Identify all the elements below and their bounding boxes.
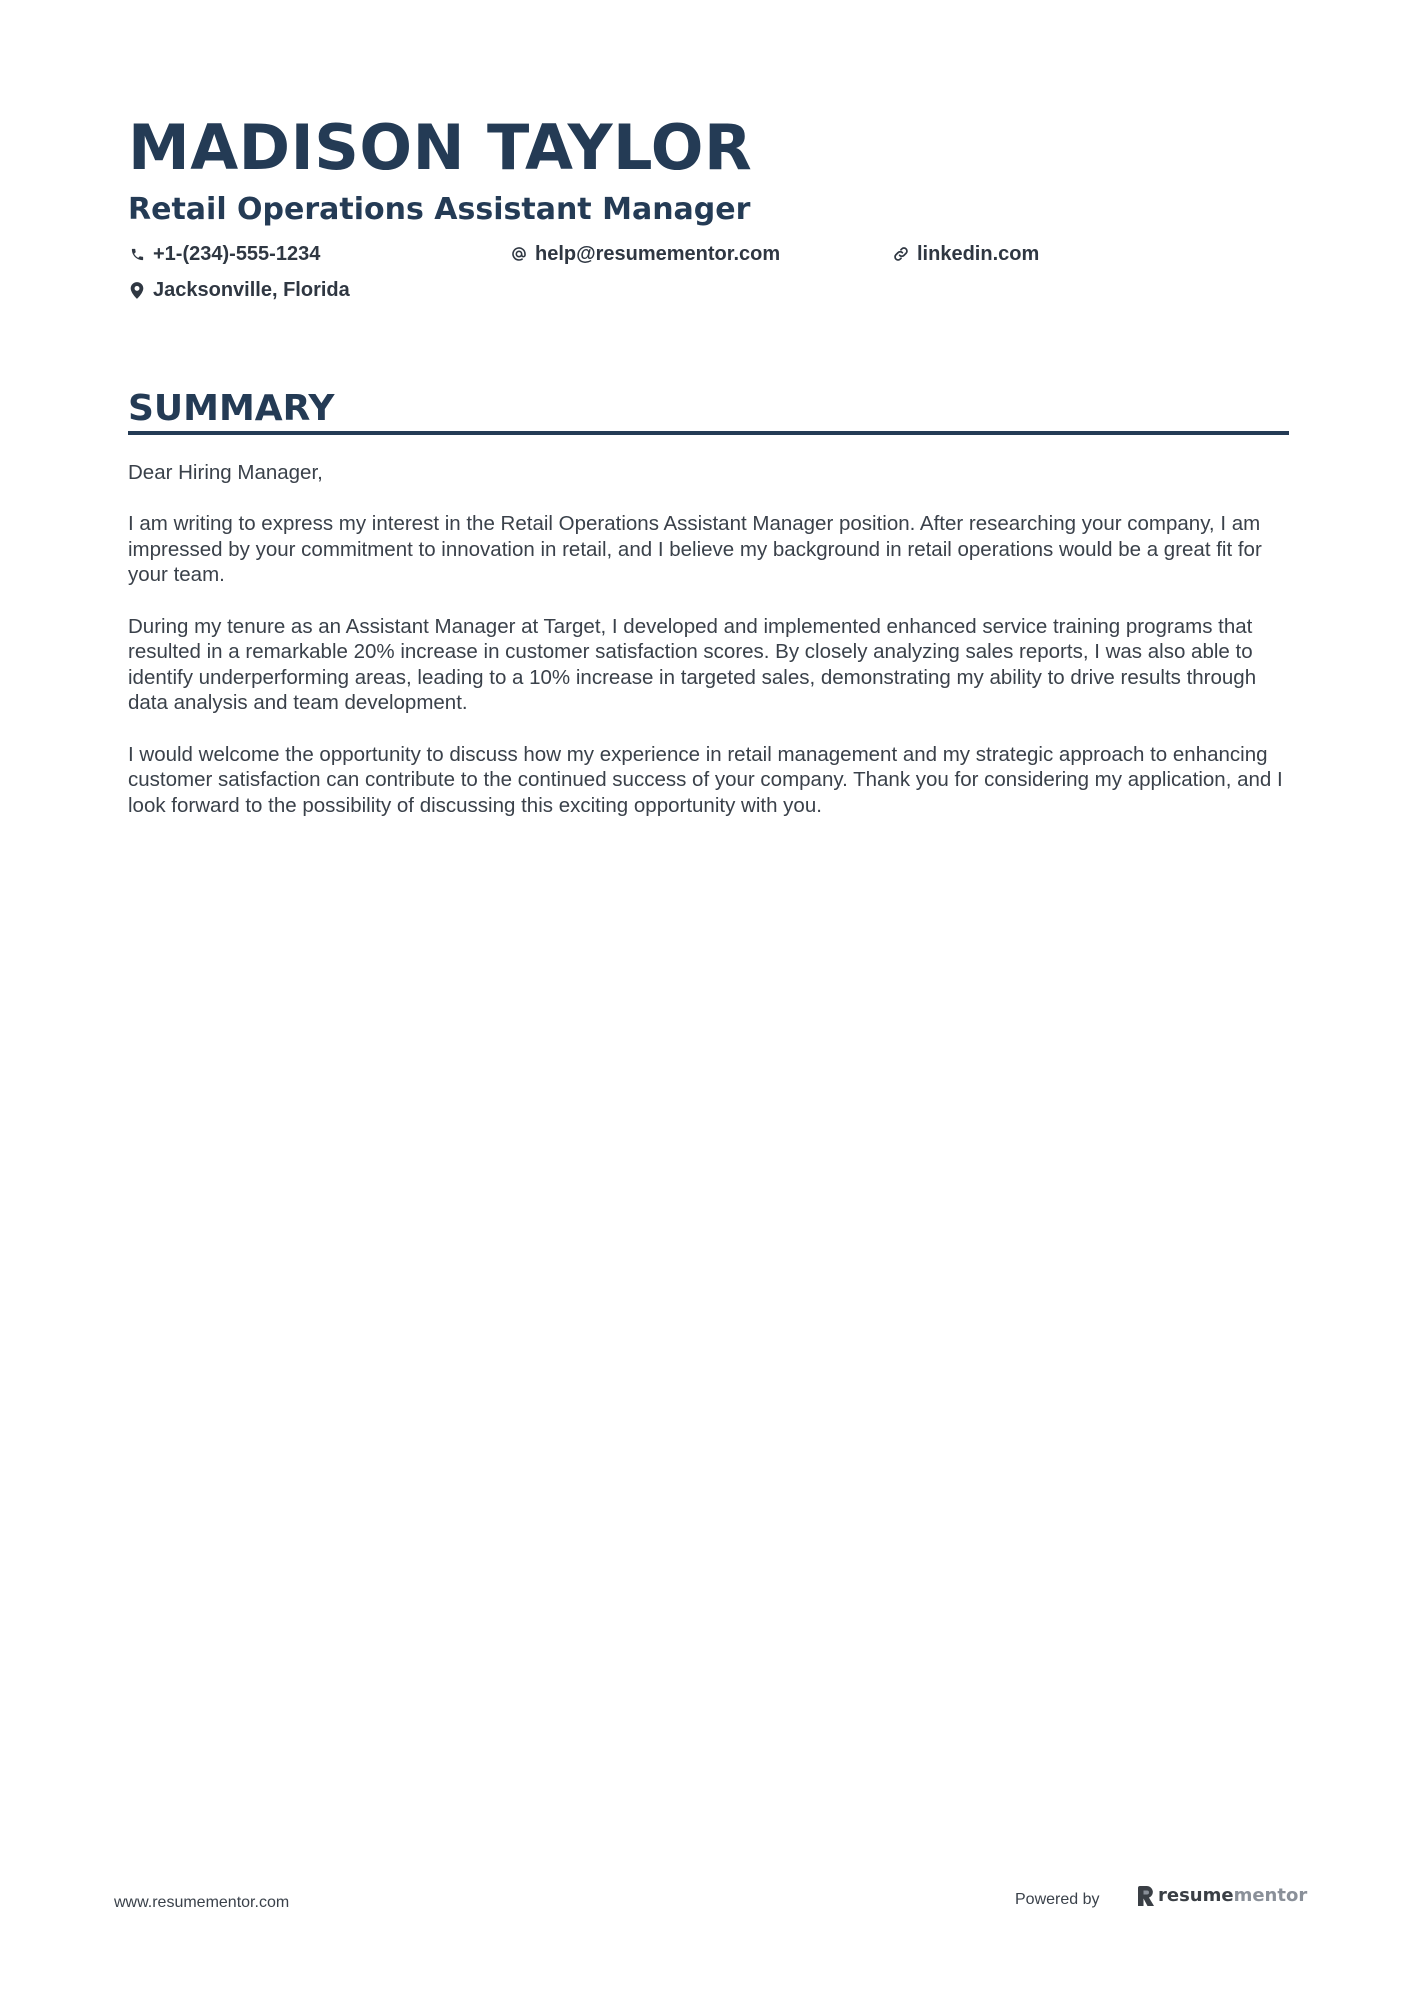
paragraph-intro: I am writing to express my interest in the Retail Operations Assistant Manager position. After researching your company, I am impressed by your commitment to innovation in retail, and I believe my background in retail operations would be a great fit for your team. <box>128 512 1262 587</box>
job-title: Retail Operations Assistant Manager <box>128 192 751 227</box>
salutation: Dear Hiring Manager, <box>128 461 323 484</box>
resumementor-logo <box>1138 1885 1307 1906</box>
contact-phone <box>128 240 320 268</box>
phone-text: +1-(234)-555-1234 <box>153 243 321 265</box>
footer-powered-by: Powered by <box>1015 1891 1100 1908</box>
location-pin-icon <box>128 281 146 299</box>
at-icon <box>510 245 528 263</box>
email-text: help@resumementor.com <box>535 243 781 265</box>
paragraph-closing: I would welcome the opportunity to discuss how my experience in retail management and my strategic approach to enhancing customer satisfaction can contribute to the continued success of your company. Thank you for considering my application, and I look forward to the possibility of discussing this exciting opportunity with you. <box>128 742 1283 817</box>
link-text: linkedin.com <box>917 243 1040 265</box>
contact-location <box>128 276 350 304</box>
resumementor-logo-icon <box>1138 1886 1154 1906</box>
logo-text-resume: resume <box>1158 1885 1234 1906</box>
summary-body <box>128 460 1294 844</box>
logo-text-mentor: mentor <box>1233 1885 1308 1906</box>
contact-email <box>510 240 780 268</box>
summary-heading: SUMMARY <box>128 388 335 429</box>
link-icon <box>892 245 910 263</box>
footer-website: www.resumementor.com <box>114 1894 290 1911</box>
section-divider <box>128 431 1289 435</box>
phone-icon <box>128 245 146 263</box>
contact-link <box>892 240 1039 268</box>
location-text: Jacksonville, Florida <box>153 279 350 301</box>
applicant-name: MADISON TAYLOR <box>128 111 753 184</box>
paragraph-experience: During my tenure as an Assistant Manager at Target, I developed and implemented enhanced service training programs that resulted in a remarkable 20% increase in customer satisfaction scores. By closely analyzing sales reports, I was also able to identify underperforming areas, leading to a 10% increase in targeted sales, demonstrating my ability to drive results through data analysis and team development. <box>128 614 1257 715</box>
